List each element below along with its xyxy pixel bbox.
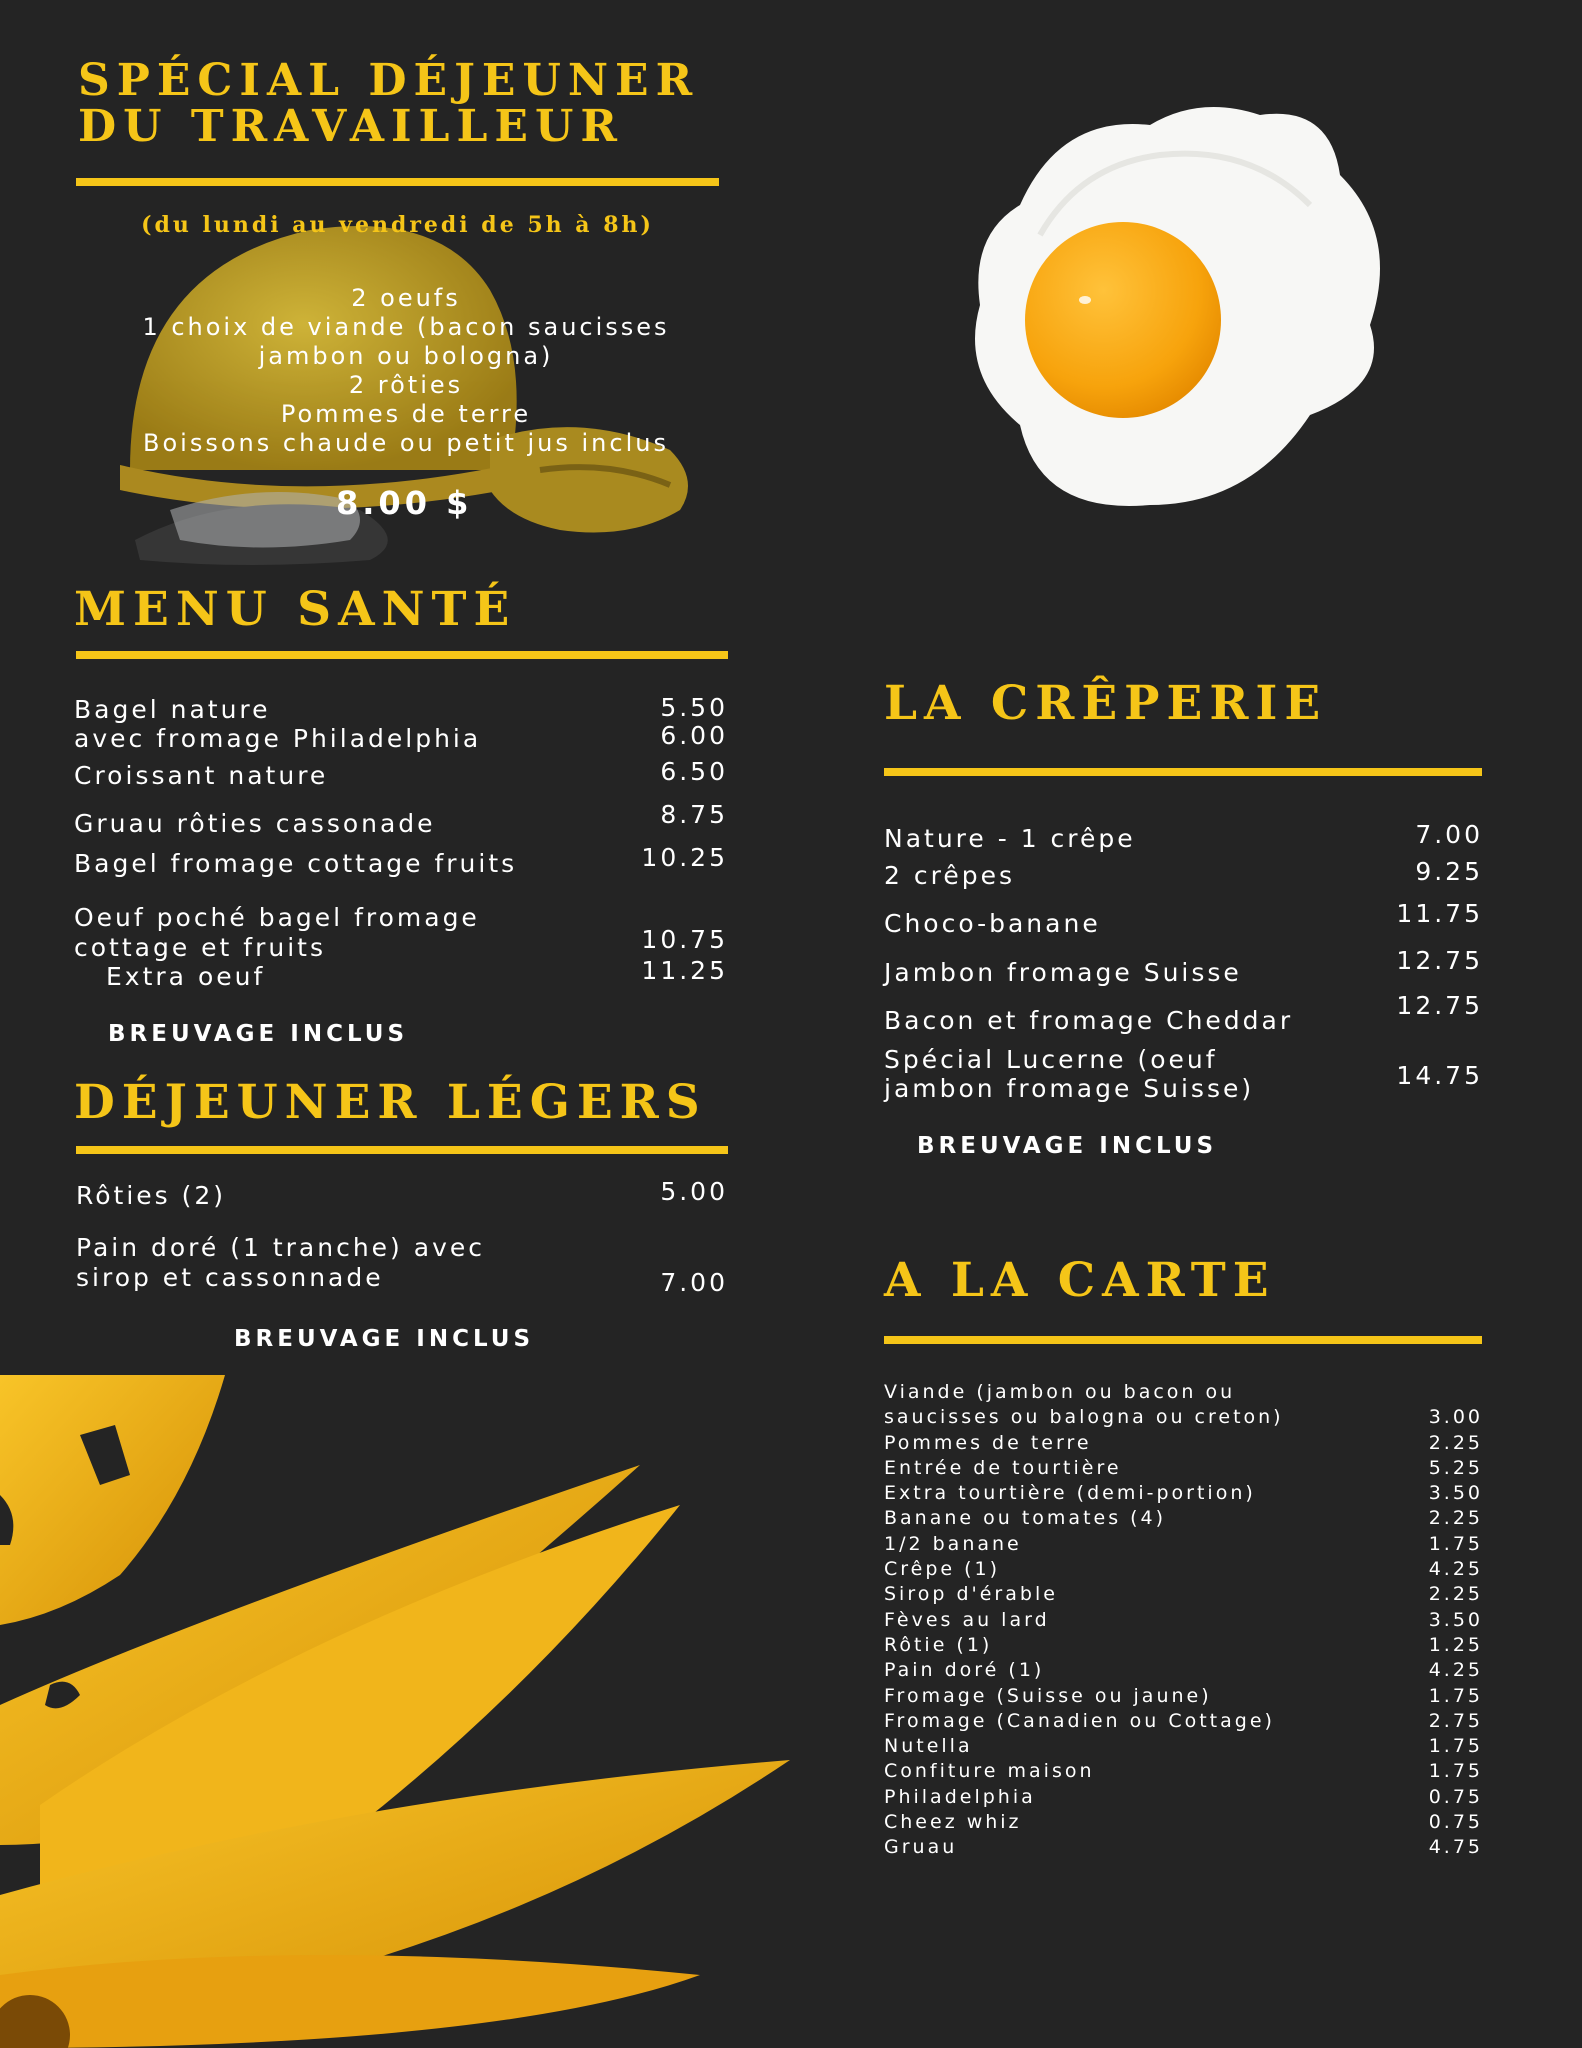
special-title (78, 55, 700, 152)
carte-title: A LA CARTE (884, 1253, 1276, 1308)
special-title-line2: DU TRAVAILLEUR (78, 101, 624, 152)
carte-line: Rôtie (1) (884, 1633, 993, 1656)
sante-price: 10.25 (641, 843, 728, 872)
legers-price: 5.00 (660, 1177, 728, 1206)
carte-price: 3.00 (1428, 1406, 1483, 1429)
creperie-price: 14.75 (1396, 1061, 1483, 1090)
carte-price: 2.25 (1428, 1431, 1483, 1454)
sante-note: BREUVAGE INCLUS (108, 1021, 409, 1047)
sante-line: Oeuf poché bagel fromage (74, 903, 480, 932)
carte-price: 3.50 (1428, 1608, 1483, 1631)
sante-line: Bagel fromage cottage fruits (74, 849, 518, 878)
creperie-line: Choco-banane (884, 909, 1101, 938)
creperie-divider (884, 768, 1482, 776)
carte-line: Pommes de terre (884, 1431, 1092, 1454)
carte-line: Sirop d'érable (884, 1583, 1058, 1606)
sunflower-petals-image (0, 1375, 795, 2048)
special-item: 1 choix de viande (bacon saucisses (142, 313, 670, 341)
carte-price: 1.75 (1428, 1735, 1483, 1758)
special-item: Boissons chaude ou petit jus inclus (143, 429, 669, 457)
carte-line: Entrée de tourtière (884, 1456, 1122, 1479)
special-price: 8.00 $ (336, 484, 473, 522)
creperie-price: 7.00 (1415, 820, 1483, 849)
legers-price: 7.00 (660, 1268, 728, 1297)
legers-line: sirop et cassonnade (76, 1263, 384, 1292)
special-item: jambon ou bologna) (258, 342, 554, 370)
carte-line: Philadelphia (884, 1785, 1036, 1808)
carte-line: Confiture maison (884, 1760, 1095, 1783)
sante-line: Gruau rôties cassonade (74, 809, 436, 838)
carte-line: Fromage (Canadien ou Cottage) (884, 1709, 1275, 1732)
special-item: 2 oeufs (351, 284, 461, 312)
carte-price: 2.25 (1428, 1507, 1483, 1530)
carte-line: Fèves au lard (884, 1608, 1050, 1631)
sante-price: 5.50 (660, 693, 728, 722)
legers-line: Rôties (2) (76, 1181, 227, 1210)
sante-line: cottage et fruits (74, 933, 326, 962)
carte-price: 4.25 (1428, 1558, 1483, 1581)
carte-prices (1429, 1405, 1483, 1860)
carte-line: Cheez whiz (884, 1811, 1022, 1834)
carte-price: 0.75 (1428, 1785, 1483, 1808)
carte-line: saucisses ou balogna ou creton) (884, 1406, 1284, 1429)
sante-line: Bagel nature (74, 695, 271, 724)
carte-line: Fromage (Suisse ou jaune) (884, 1684, 1212, 1707)
legers-note: BREUVAGE INCLUS (234, 1326, 535, 1352)
carte-price: 1.25 (1428, 1633, 1483, 1656)
carte-list (884, 1380, 1284, 1861)
creperie-line: Spécial Lucerne (oeuf (884, 1045, 1218, 1074)
legers-title: DÉJEUNER LÉGERS (74, 1075, 707, 1130)
carte-line: Extra tourtière (demi-portion) (884, 1482, 1256, 1505)
carte-price: 4.75 (1428, 1836, 1483, 1859)
special-divider (76, 178, 719, 186)
sante-title: MENU SANTÉ (74, 582, 517, 637)
special-title-line1: SPÉCIAL DÉJEUNER (78, 55, 700, 106)
legers-divider (76, 1146, 728, 1154)
carte-line: 1/2 banane (884, 1532, 1022, 1555)
sante-line: Croissant nature (74, 761, 329, 790)
carte-price: 2.75 (1428, 1709, 1483, 1732)
carte-price: 1.75 (1428, 1532, 1483, 1555)
carte-divider (884, 1336, 1482, 1344)
creperie-price: 9.25 (1415, 857, 1483, 886)
sante-price: 6.00 (660, 721, 728, 750)
carte-price: 0.75 (1428, 1811, 1483, 1834)
creperie-line: Bacon et fromage Cheddar (884, 1006, 1294, 1035)
carte-line: Nutella (884, 1735, 973, 1758)
special-items (76, 284, 736, 458)
carte-line: Banane ou tomates (4) (884, 1507, 1167, 1530)
sante-price: 10.75 (641, 925, 728, 954)
creperie-title: LA CRÊPERIE (884, 676, 1328, 731)
creperie-price: 12.75 (1396, 991, 1483, 1020)
creperie-line: 2 crêpes (884, 861, 1015, 890)
sante-line: avec fromage Philadelphia (74, 724, 482, 753)
sante-line: Extra oeuf (106, 962, 266, 991)
sante-price: 8.75 (660, 800, 728, 829)
creperie-price: 11.75 (1396, 899, 1483, 928)
fried-egg-image (950, 85, 1410, 525)
creperie-price: 12.75 (1396, 946, 1483, 975)
carte-line: Gruau (884, 1836, 958, 1859)
carte-price: 3.50 (1428, 1482, 1483, 1505)
sante-price: 11.25 (641, 956, 728, 985)
creperie-line: Jambon fromage Suisse (884, 958, 1242, 987)
carte-line: Pain doré (1) (884, 1659, 1045, 1682)
carte-price: 1.75 (1428, 1684, 1483, 1707)
creperie-line: Nature - 1 crêpe (884, 824, 1136, 853)
special-item: 2 rôties (348, 371, 464, 399)
creperie-note: BREUVAGE INCLUS (917, 1133, 1218, 1159)
carte-price: 2.25 (1428, 1583, 1483, 1606)
carte-price: 1.75 (1428, 1760, 1483, 1783)
carte-line: Crêpe (1) (884, 1558, 1001, 1581)
sante-divider (76, 651, 728, 659)
sante-price: 6.50 (660, 757, 728, 786)
carte-line: Viande (jambon ou bacon ou (884, 1381, 1236, 1403)
carte-price: 5.25 (1428, 1456, 1483, 1479)
special-item: Pommes de terre (280, 400, 532, 428)
special-hours: (du lundi au vendredi de 5h à 8h) (141, 212, 654, 238)
carte-price: 4.25 (1428, 1659, 1483, 1682)
creperie-line: jambon fromage Suisse) (884, 1074, 1255, 1103)
legers-line: Pain doré (1 tranche) avec (76, 1233, 485, 1262)
